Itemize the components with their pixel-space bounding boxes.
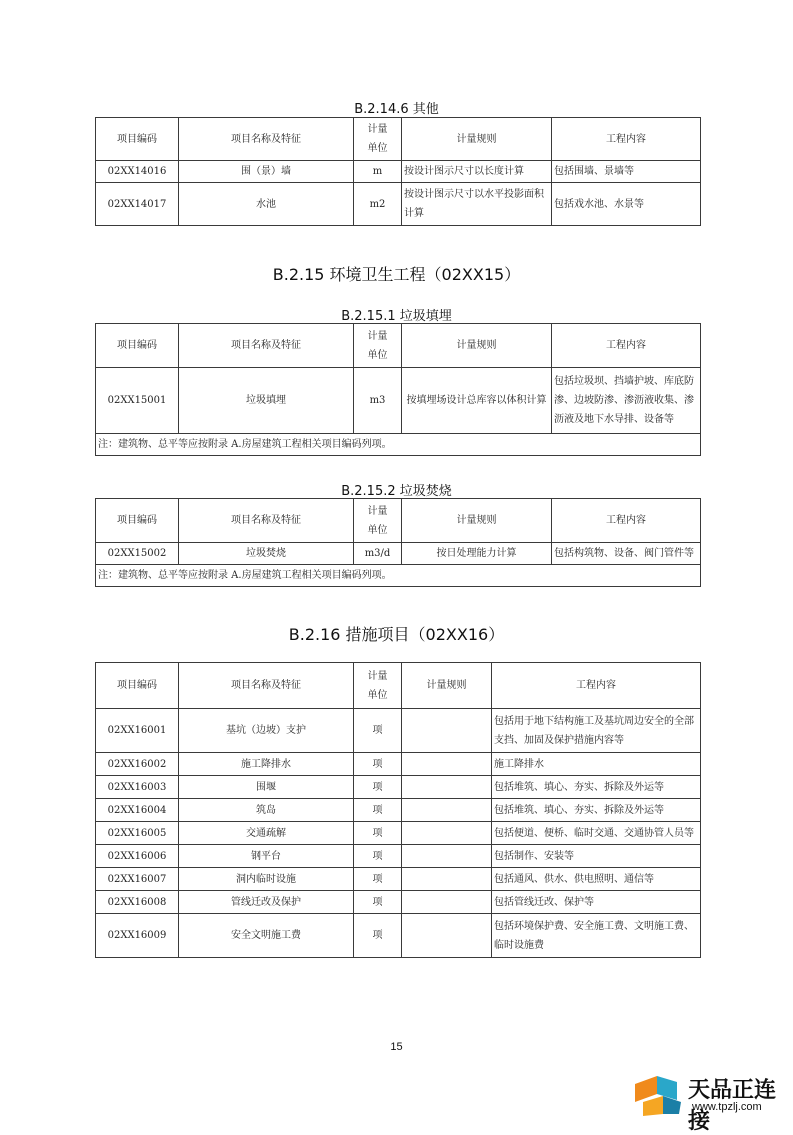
cell-code: 02XX16009 <box>96 914 179 958</box>
brand-url[interactable]: www.tpzlj.com <box>692 1101 762 1113</box>
header-unit: 计量 单位 <box>354 324 402 368</box>
table-row <box>96 543 701 565</box>
table-row <box>96 709 701 753</box>
header-content: 工程内容 <box>552 324 701 368</box>
table-row <box>96 776 701 799</box>
table-header-row <box>96 499 701 543</box>
cell-content: 包括用于地下结构施工及基坑周边安全的全部支挡、加固及保护措施内容等 <box>492 709 701 753</box>
cell-content: 包括戏水池、水景等 <box>552 183 701 226</box>
header-code: 项目编码 <box>96 663 179 709</box>
cell-code: 02XX16002 <box>96 753 179 776</box>
cell-code: 02XX16004 <box>96 799 179 822</box>
header-content: 工程内容 <box>492 663 701 709</box>
table-row <box>96 799 701 822</box>
cell-code: 02XX16007 <box>96 868 179 891</box>
table-row <box>96 868 701 891</box>
header-content: 工程内容 <box>552 499 701 543</box>
cell-unit: 项 <box>354 845 402 868</box>
cell-name: 垃圾焚烧 <box>179 543 354 565</box>
cell-unit: 项 <box>354 776 402 799</box>
header-content: 工程内容 <box>552 118 701 161</box>
cell-unit: m2 <box>354 183 402 226</box>
cell-unit: m3/d <box>354 543 402 565</box>
cell-content: 包括垃圾坝、挡墙护坡、库底防渗、边坡防渗、渗沥液收集、渗沥液及地下水导排、设备等 <box>552 368 701 434</box>
cell-code: 02XX16001 <box>96 709 179 753</box>
table-row <box>96 161 701 183</box>
cell-rule <box>402 776 492 799</box>
cell-content: 包括管线迁改、保护等 <box>492 891 701 914</box>
cell-code: 02XX16006 <box>96 845 179 868</box>
cell-unit: 项 <box>354 914 402 958</box>
cell-name: 基坑（边坡）支护 <box>179 709 354 753</box>
cell-name: 筑岛 <box>179 799 354 822</box>
cell-content: 包括围墙、景墙等 <box>552 161 701 183</box>
cell-code: 02XX14016 <box>96 161 179 183</box>
table-header-row <box>96 663 701 709</box>
heading-b216: B.2.16 措施项目（02XX16） <box>288 625 505 644</box>
cell-unit: m <box>354 161 402 183</box>
cell-rule <box>402 868 492 891</box>
header-code: 项目编码 <box>96 324 179 368</box>
cell-code: 02XX15002 <box>96 543 179 565</box>
table-row <box>96 845 701 868</box>
cell-unit: 项 <box>354 753 402 776</box>
cell-content: 包括便道、便桥、临时交通、交通协管人员等 <box>492 822 701 845</box>
cell-content: 包括堆筑、填心、夯实、拆除及外运等 <box>492 776 701 799</box>
heading-b215: B.2.15 环境卫生工程（02XX15） <box>272 265 521 284</box>
cell-rule <box>402 799 492 822</box>
cell-unit: m3 <box>354 368 402 434</box>
table-b2146 <box>95 117 701 226</box>
cell-code: 02XX14017 <box>96 183 179 226</box>
table-row <box>96 753 701 776</box>
header-rule: 计量规则 <box>402 663 492 709</box>
cell-unit: 项 <box>354 822 402 845</box>
table-row <box>96 183 701 226</box>
header-name: 项目名称及特征 <box>179 324 354 368</box>
cell-code: 02XX16008 <box>96 891 179 914</box>
cell-rule <box>402 914 492 958</box>
cell-rule: 按填埋场设计总库容以体积计算 <box>402 368 552 434</box>
cell-rule <box>402 753 492 776</box>
table-row <box>96 368 701 434</box>
cell-unit: 项 <box>354 891 402 914</box>
cell-content: 包括通风、供水、供电照明、通信等 <box>492 868 701 891</box>
cell-name: 围（景）墙 <box>179 161 354 183</box>
cell-content: 包括堆筑、填心、夯实、拆除及外运等 <box>492 799 701 822</box>
caption-b2146: B.2.14.6 其他 <box>354 102 439 117</box>
cell-name: 围堰 <box>179 776 354 799</box>
header-code: 项目编码 <box>96 499 179 543</box>
cell-name: 交通疏解 <box>179 822 354 845</box>
cell-name: 施工降排水 <box>179 753 354 776</box>
cell-unit: 项 <box>354 799 402 822</box>
cell-code: 02XX16003 <box>96 776 179 799</box>
cell-content: 施工降排水 <box>492 753 701 776</box>
table-header-row <box>96 118 701 161</box>
cell-name: 钢平台 <box>179 845 354 868</box>
table-note: 注：建筑物、总平等应按附录 A.房屋建筑工程相关项目编码列项。 <box>96 565 701 587</box>
cell-code: 02XX15001 <box>96 368 179 434</box>
cell-name: 安全文明施工费 <box>179 914 354 958</box>
caption-b2152: B.2.15.2 垃圾焚烧 <box>341 484 452 499</box>
note-row <box>96 565 701 587</box>
brand-logo-icon <box>633 1072 685 1116</box>
cell-content: 包括制作、安装等 <box>492 845 701 868</box>
cell-name: 洞内临时设施 <box>179 868 354 891</box>
header-rule: 计量规则 <box>402 324 552 368</box>
cell-rule <box>402 709 492 753</box>
cell-rule: 按设计图示尺寸以水平投影面积计算 <box>402 183 552 226</box>
table-row <box>96 914 701 958</box>
cell-content: 包括环境保护费、安全施工费、文明施工费、临时设施费 <box>492 914 701 958</box>
cell-rule <box>402 891 492 914</box>
header-unit: 计量 单位 <box>354 499 402 543</box>
table-note: 注：建筑物、总平等应按附录 A.房屋建筑工程相关项目编码列项。 <box>96 434 701 456</box>
header-name: 项目名称及特征 <box>179 499 354 543</box>
table-header-row <box>96 324 701 368</box>
header-rule: 计量规则 <box>402 499 552 543</box>
table-b216 <box>95 662 701 958</box>
cell-rule: 按日处理能力计算 <box>402 543 552 565</box>
note-row <box>96 434 701 456</box>
table-b2152 <box>95 498 701 587</box>
cell-name: 管线迁改及保护 <box>179 891 354 914</box>
cell-rule <box>402 822 492 845</box>
header-unit: 计量 单位 <box>354 118 402 161</box>
cell-content: 包括构筑物、设备、阀门管件等 <box>552 543 701 565</box>
header-rule: 计量规则 <box>402 118 552 161</box>
header-unit: 计量 单位 <box>354 663 402 709</box>
cell-unit: 项 <box>354 868 402 891</box>
header-name: 项目名称及特征 <box>179 663 354 709</box>
cell-rule: 按设计图示尺寸以长度计算 <box>402 161 552 183</box>
brand-name: 天品正连接 <box>688 1078 777 1134</box>
cell-name: 垃圾填埋 <box>179 368 354 434</box>
caption-b2151: B.2.15.1 垃圾填埋 <box>341 309 452 324</box>
cell-name: 水池 <box>179 183 354 226</box>
table-b2151 <box>95 323 701 456</box>
table-row <box>96 891 701 914</box>
cell-unit: 项 <box>354 709 402 753</box>
header-name: 项目名称及特征 <box>179 118 354 161</box>
cell-code: 02XX16005 <box>96 822 179 845</box>
cell-rule <box>402 845 492 868</box>
header-code: 项目编码 <box>96 118 179 161</box>
page-number: 15 <box>390 1041 403 1053</box>
table-row <box>96 822 701 845</box>
